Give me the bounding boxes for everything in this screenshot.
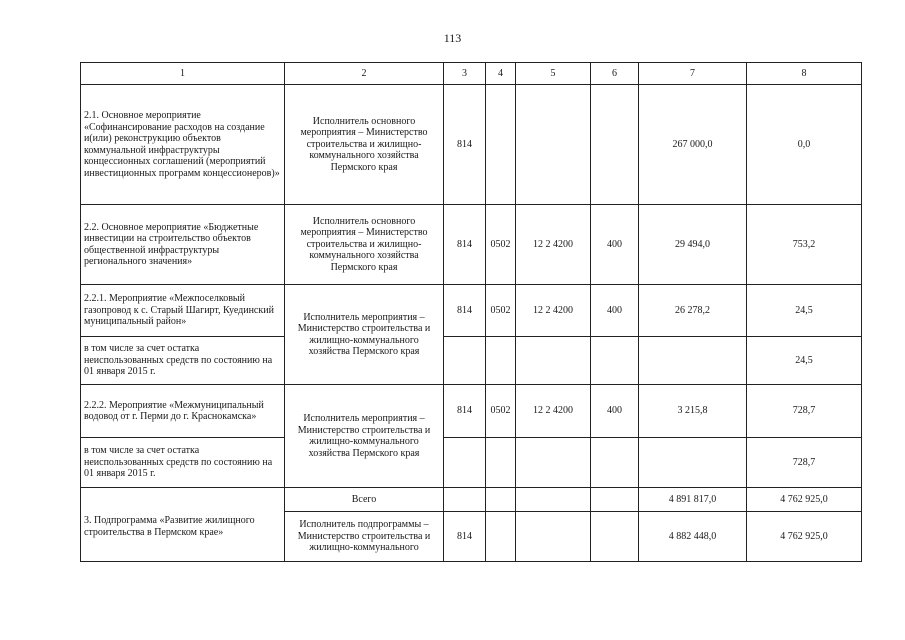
row-executor: Исполнитель основного мероприятия – Министерство строительства и жилищно-коммунального хозяйства Пермского края xyxy=(285,85,444,205)
row-title: 2.2. Основное мероприятие «Бюджетные инвестиции на строительство объектов общественной инфраструктуры регионального значения» xyxy=(81,205,285,285)
row-executor: Исполнитель мероприятия – Министерство строительства и жилищно-коммунального хозяйства Пермского края xyxy=(285,285,444,385)
row-col7 xyxy=(639,438,747,488)
row-col5 xyxy=(516,85,591,205)
row-col4: 0502 xyxy=(486,385,516,438)
row-title: 3. Подпрограмма «Развитие жилищного строительства в Пермском крае» xyxy=(81,488,285,562)
row-executor: Исполнитель мероприятия – Министерство строительства и жилищно-коммунального хозяйства Пермского края xyxy=(285,385,444,488)
table-header-row xyxy=(81,63,862,85)
row-col4 xyxy=(486,337,516,385)
row-col8: 728,7 xyxy=(747,438,862,488)
header-cell-1: 1 xyxy=(81,63,285,85)
table-row xyxy=(81,385,862,438)
row-col7: 267 000,0 xyxy=(639,85,747,205)
row-col4 xyxy=(486,85,516,205)
row-col3: 814 xyxy=(444,285,486,337)
row-col7: 26 278,2 xyxy=(639,285,747,337)
row-subtitle: в том числе за счет остатка неиспользованных средств по состоянию на 01 января 2015 г. xyxy=(81,337,285,385)
row-col5: 12 2 4200 xyxy=(516,385,591,438)
row-col8: 24,5 xyxy=(747,337,862,385)
row-col8: 4 762 925,0 xyxy=(747,488,862,512)
row-col5: 12 2 4200 xyxy=(516,285,591,337)
row-col7: 29 494,0 xyxy=(639,205,747,285)
row-col5 xyxy=(516,488,591,512)
header-cell-3: 3 xyxy=(444,63,486,85)
row-col3: 814 xyxy=(444,385,486,438)
header-cell-7: 7 xyxy=(639,63,747,85)
row-col4 xyxy=(486,488,516,512)
row-col6: 400 xyxy=(591,205,639,285)
row-col3: 814 xyxy=(444,205,486,285)
row-col4: 0502 xyxy=(486,285,516,337)
row-col3: 814 xyxy=(444,85,486,205)
row-col5 xyxy=(516,337,591,385)
row-col4 xyxy=(486,512,516,562)
row-executor: Исполнитель подпрограммы – Министерство строительства и жилищно-коммунального xyxy=(285,512,444,562)
row-col3 xyxy=(444,438,486,488)
row-col3 xyxy=(444,337,486,385)
row-col8: 24,5 xyxy=(747,285,862,337)
table-row xyxy=(81,337,862,385)
header-cell-2: 2 xyxy=(285,63,444,85)
row-executor: Исполнитель основного мероприятия – Министерство строительства и жилищно-коммунального хозяйства Пермского края xyxy=(285,205,444,285)
table-row xyxy=(81,438,862,488)
table-row xyxy=(81,85,862,205)
header-cell-5: 5 xyxy=(516,63,591,85)
row-col7: 4 891 817,0 xyxy=(639,488,747,512)
row-col4: 0502 xyxy=(486,205,516,285)
table-row xyxy=(81,205,862,285)
header-cell-8: 8 xyxy=(747,63,862,85)
row-col3: 814 xyxy=(444,512,486,562)
row-col5 xyxy=(516,512,591,562)
page-number: 113 xyxy=(443,31,462,45)
row-col3 xyxy=(444,488,486,512)
row-col7: 3 215,8 xyxy=(639,385,747,438)
row-col6 xyxy=(591,85,639,205)
row-col5 xyxy=(516,438,591,488)
row-col6: 400 xyxy=(591,385,639,438)
row-col6 xyxy=(591,337,639,385)
row-subtitle: в том числе за счет остатка неиспользованных средств по состоянию на 01 января 2015 г. xyxy=(81,438,285,488)
row-col6: 400 xyxy=(591,285,639,337)
row-col8: 753,2 xyxy=(747,205,862,285)
row-col6 xyxy=(591,488,639,512)
row-title: 2.2.1. Мероприятие «Межпоселковый газопровод к с. Старый Шагирт, Куединский муниципальный район» xyxy=(81,285,285,337)
budget-table xyxy=(80,62,862,562)
row-col6 xyxy=(591,438,639,488)
table-row xyxy=(81,488,862,512)
row-title: 2.1. Основное мероприятие «Софинансирование расходов на создание и(или) реконструкцию объектов коммунальной инфраструктуры концессионных соглашений (мероприятий инвестиционных программ концессионеров)» xyxy=(81,85,285,205)
row-title: 2.2.2. Мероприятие «Межмуниципальный водовод от г. Перми до г. Краснокамска» xyxy=(81,385,285,438)
header-cell-6: 6 xyxy=(591,63,639,85)
row-col8: 4 762 925,0 xyxy=(747,512,862,562)
row-executor: Всего xyxy=(285,488,444,512)
row-col7 xyxy=(639,337,747,385)
row-col6 xyxy=(591,512,639,562)
row-col5: 12 2 4200 xyxy=(516,205,591,285)
header-cell-4: 4 xyxy=(486,63,516,85)
row-col8: 728,7 xyxy=(747,385,862,438)
row-col4 xyxy=(486,438,516,488)
row-col7: 4 882 448,0 xyxy=(639,512,747,562)
table-row xyxy=(81,285,862,337)
row-col8: 0,0 xyxy=(747,85,862,205)
